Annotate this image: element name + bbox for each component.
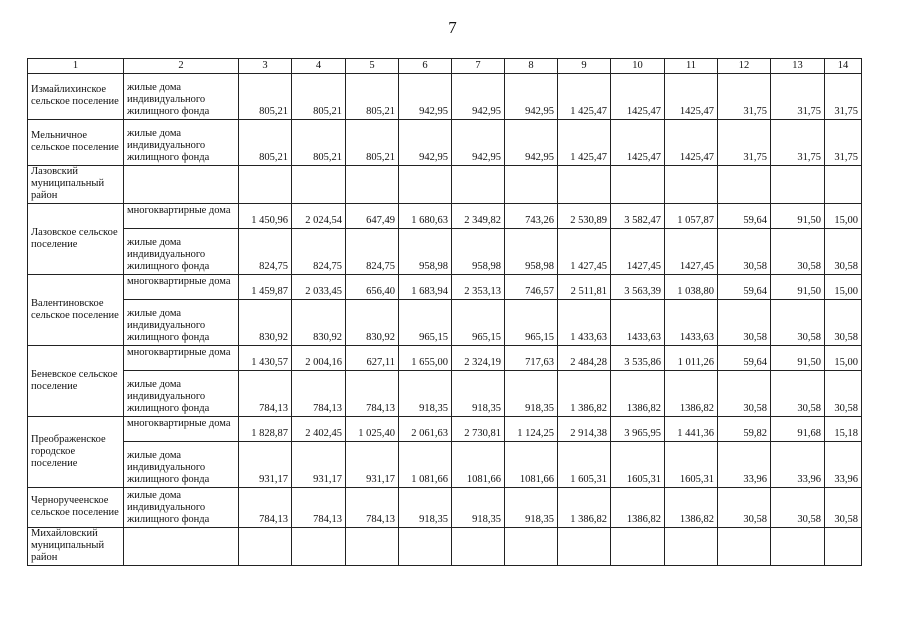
value-cell: 784,13: [239, 488, 292, 528]
value-cell: 1386,82: [665, 371, 718, 417]
column-number-header: 9: [558, 59, 611, 74]
value-cell: 918,35: [399, 371, 452, 417]
value-cell: 942,95: [452, 120, 505, 166]
value-cell: 59,82: [718, 417, 771, 442]
value-cell: 30,58: [718, 488, 771, 528]
value-cell: 2 324,19: [452, 346, 505, 371]
table-row: [28, 229, 862, 275]
value-cell: 965,15: [505, 300, 558, 346]
value-cell: 830,92: [292, 300, 346, 346]
value-cell: 91,50: [771, 275, 825, 300]
value-cell: 784,13: [346, 371, 399, 417]
value-cell: 958,98: [452, 229, 505, 275]
table-row: [28, 275, 862, 300]
value-cell: 717,63: [505, 346, 558, 371]
value-cell: 931,17: [346, 442, 399, 488]
value-cell: 746,57: [505, 275, 558, 300]
value-cell: 30,58: [825, 300, 862, 346]
value-cell: 784,13: [239, 371, 292, 417]
value-cell: 2 353,13: [452, 275, 505, 300]
settlement-name-cell: Мельничное сельское поселение: [28, 120, 124, 166]
housing-type-cell: жилые дома индивидуального жилищного фонда: [124, 120, 239, 166]
value-cell: 931,17: [292, 442, 346, 488]
table-row: [28, 417, 862, 442]
table-row: [28, 346, 862, 371]
value-cell: 91,50: [771, 346, 825, 371]
value-cell: 2 730,81: [452, 417, 505, 442]
column-number-header: 8: [505, 59, 558, 74]
settlement-name-cell: Валентиновское сельское поселение: [28, 275, 124, 346]
value-cell: 1 441,36: [665, 417, 718, 442]
value-cell: 942,95: [452, 74, 505, 120]
housing-type-cell: жилые дома индивидуального жилищного фонда: [124, 300, 239, 346]
value-cell: 918,35: [505, 371, 558, 417]
value-cell: 1425,47: [611, 74, 665, 120]
housing-type-cell: жилые дома индивидуального жилищного фонда: [124, 74, 239, 120]
value-cell: 2 061,63: [399, 417, 452, 442]
value-cell: 2 511,81: [558, 275, 611, 300]
column-number-header: 14: [825, 59, 862, 74]
column-number-header: 13: [771, 59, 825, 74]
value-cell: [346, 166, 399, 204]
value-cell: 931,17: [239, 442, 292, 488]
housing-type-cell: многоквартирные дома: [124, 417, 239, 442]
value-cell: 1081,66: [505, 442, 558, 488]
value-cell: 1386,82: [665, 488, 718, 528]
value-cell: 30,58: [825, 488, 862, 528]
value-cell: [292, 166, 346, 204]
value-cell: 824,75: [292, 229, 346, 275]
value-cell: 33,96: [718, 442, 771, 488]
column-number-header: 4: [292, 59, 346, 74]
value-cell: 1425,47: [665, 74, 718, 120]
value-cell: 1 655,00: [399, 346, 452, 371]
value-cell: 2 484,28: [558, 346, 611, 371]
value-cell: 1 425,47: [558, 120, 611, 166]
value-cell: 830,92: [239, 300, 292, 346]
table-row: [28, 488, 862, 528]
table-row: [28, 300, 862, 346]
value-cell: 15,00: [825, 204, 862, 229]
value-cell: 830,92: [346, 300, 399, 346]
value-cell: 30,58: [771, 488, 825, 528]
value-cell: 1 683,94: [399, 275, 452, 300]
value-cell: 1 386,82: [558, 488, 611, 528]
settlement-name-cell: Михайловский муниципальный район: [28, 528, 124, 566]
value-cell: 3 582,47: [611, 204, 665, 229]
value-cell: 805,21: [239, 120, 292, 166]
value-cell: 1 425,47: [558, 74, 611, 120]
settlement-name-cell: Черноручеенское сельское поселение: [28, 488, 124, 528]
housing-type-cell: [124, 166, 239, 204]
housing-type-cell: [124, 528, 239, 566]
value-cell: 942,95: [505, 74, 558, 120]
table-row: [28, 166, 862, 204]
value-cell: 3 965,95: [611, 417, 665, 442]
value-cell: 1 124,25: [505, 417, 558, 442]
value-cell: 31,75: [825, 120, 862, 166]
column-number-header: 10: [611, 59, 665, 74]
value-cell: 2 402,45: [292, 417, 346, 442]
value-cell: 942,95: [505, 120, 558, 166]
value-cell: 647,49: [346, 204, 399, 229]
housing-type-cell: многоквартирные дома: [124, 275, 239, 300]
table-row: [28, 74, 862, 120]
column-number-header: 12: [718, 59, 771, 74]
value-cell: 1386,82: [611, 371, 665, 417]
header-row: [28, 59, 862, 74]
value-cell: [399, 166, 452, 204]
value-cell: 30,58: [825, 371, 862, 417]
value-cell: 627,11: [346, 346, 399, 371]
value-cell: 59,64: [718, 204, 771, 229]
column-number-header: 5: [346, 59, 399, 74]
value-cell: 1425,47: [665, 120, 718, 166]
value-cell: 30,58: [718, 371, 771, 417]
page-number: 7: [448, 18, 457, 37]
value-cell: 30,58: [771, 371, 825, 417]
value-cell: 918,35: [452, 488, 505, 528]
value-cell: [239, 166, 292, 204]
value-cell: [558, 166, 611, 204]
column-number-header: 1: [28, 59, 124, 74]
value-cell: [611, 166, 665, 204]
table-row: [28, 528, 862, 566]
value-cell: 1 427,45: [558, 229, 611, 275]
value-cell: 1 386,82: [558, 371, 611, 417]
value-cell: 31,75: [771, 74, 825, 120]
value-cell: 2 349,82: [452, 204, 505, 229]
value-cell: [665, 528, 718, 566]
value-cell: 784,13: [346, 488, 399, 528]
housing-type-cell: многоквартирные дома: [124, 346, 239, 371]
table-row: [28, 204, 862, 229]
value-cell: [239, 528, 292, 566]
value-cell: 33,96: [825, 442, 862, 488]
value-cell: 1605,31: [611, 442, 665, 488]
value-cell: 2 033,45: [292, 275, 346, 300]
value-cell: 31,75: [825, 74, 862, 120]
value-cell: [771, 166, 825, 204]
value-cell: [718, 166, 771, 204]
value-cell: 1 433,63: [558, 300, 611, 346]
value-cell: 1 828,87: [239, 417, 292, 442]
value-cell: [825, 528, 862, 566]
value-cell: [399, 528, 452, 566]
value-cell: 918,35: [399, 488, 452, 528]
value-cell: 2 024,54: [292, 204, 346, 229]
value-cell: 743,26: [505, 204, 558, 229]
value-cell: 15,00: [825, 346, 862, 371]
value-cell: 2 004,16: [292, 346, 346, 371]
value-cell: 1427,45: [611, 229, 665, 275]
value-cell: 3 563,39: [611, 275, 665, 300]
value-cell: 1425,47: [611, 120, 665, 166]
value-cell: 1 680,63: [399, 204, 452, 229]
value-cell: 1 081,66: [399, 442, 452, 488]
value-cell: [505, 166, 558, 204]
value-cell: 1081,66: [452, 442, 505, 488]
value-cell: [505, 528, 558, 566]
value-cell: 2 530,89: [558, 204, 611, 229]
value-cell: 918,35: [452, 371, 505, 417]
value-cell: 805,21: [346, 74, 399, 120]
value-cell: 1 430,57: [239, 346, 292, 371]
value-cell: 784,13: [292, 488, 346, 528]
settlement-name-cell: Лазовский муниципальный район: [28, 166, 124, 204]
value-cell: 1605,31: [665, 442, 718, 488]
column-number-header: 11: [665, 59, 718, 74]
value-cell: [665, 166, 718, 204]
value-cell: [825, 166, 862, 204]
value-cell: 1 025,40: [346, 417, 399, 442]
value-cell: 1433,63: [611, 300, 665, 346]
value-cell: [292, 528, 346, 566]
housing-type-cell: жилые дома индивидуального жилищного фонда: [124, 488, 239, 528]
value-cell: 1 011,26: [665, 346, 718, 371]
value-cell: [558, 528, 611, 566]
value-cell: [452, 166, 505, 204]
value-cell: 1433,63: [665, 300, 718, 346]
column-number-header: 6: [399, 59, 452, 74]
column-number-header: 7: [452, 59, 505, 74]
tariff-table: [27, 58, 862, 566]
value-cell: 30,58: [771, 229, 825, 275]
value-cell: 30,58: [771, 300, 825, 346]
value-cell: 1 459,87: [239, 275, 292, 300]
value-cell: 1 450,96: [239, 204, 292, 229]
value-cell: 805,21: [239, 74, 292, 120]
value-cell: [611, 528, 665, 566]
value-cell: [771, 528, 825, 566]
table-row: [28, 371, 862, 417]
housing-type-cell: жилые дома индивидуального жилищного фонда: [124, 229, 239, 275]
table-row: [28, 442, 862, 488]
value-cell: 31,75: [771, 120, 825, 166]
value-cell: 3 535,86: [611, 346, 665, 371]
value-cell: 1427,45: [665, 229, 718, 275]
value-cell: 958,98: [505, 229, 558, 275]
value-cell: 965,15: [399, 300, 452, 346]
value-cell: 31,75: [718, 120, 771, 166]
value-cell: 918,35: [505, 488, 558, 528]
value-cell: 824,75: [239, 229, 292, 275]
value-cell: 1 605,31: [558, 442, 611, 488]
value-cell: [346, 528, 399, 566]
value-cell: [718, 528, 771, 566]
value-cell: 59,64: [718, 346, 771, 371]
value-cell: 2 914,38: [558, 417, 611, 442]
value-cell: 15,18: [825, 417, 862, 442]
value-cell: 59,64: [718, 275, 771, 300]
value-cell: 30,58: [825, 229, 862, 275]
settlement-name-cell: Лазовское сельское поселение: [28, 204, 124, 275]
table-row: [28, 120, 862, 166]
value-cell: 805,21: [292, 74, 346, 120]
housing-type-cell: жилые дома индивидуального жилищного фонда: [124, 442, 239, 488]
housing-type-cell: многоквартирные дома: [124, 204, 239, 229]
value-cell: 33,96: [771, 442, 825, 488]
column-number-header: 2: [124, 59, 239, 74]
value-cell: 91,68: [771, 417, 825, 442]
value-cell: 31,75: [718, 74, 771, 120]
value-cell: 30,58: [718, 300, 771, 346]
value-cell: 958,98: [399, 229, 452, 275]
value-cell: 942,95: [399, 120, 452, 166]
value-cell: 942,95: [399, 74, 452, 120]
housing-type-cell: жилые дома индивидуального жилищного фонда: [124, 371, 239, 417]
value-cell: 1 038,80: [665, 275, 718, 300]
value-cell: 805,21: [346, 120, 399, 166]
value-cell: 656,40: [346, 275, 399, 300]
settlement-name-cell: Преображенское городское поселение: [28, 417, 124, 488]
value-cell: 30,58: [718, 229, 771, 275]
value-cell: 824,75: [346, 229, 399, 275]
value-cell: 91,50: [771, 204, 825, 229]
settlement-name-cell: Беневское сельское поселение: [28, 346, 124, 417]
value-cell: [452, 528, 505, 566]
value-cell: 784,13: [292, 371, 346, 417]
value-cell: 805,21: [292, 120, 346, 166]
value-cell: 15,00: [825, 275, 862, 300]
value-cell: 965,15: [452, 300, 505, 346]
value-cell: 1 057,87: [665, 204, 718, 229]
value-cell: 1386,82: [611, 488, 665, 528]
column-number-header: 3: [239, 59, 292, 74]
settlement-name-cell: Измайлихинское сельское поселение: [28, 74, 124, 120]
